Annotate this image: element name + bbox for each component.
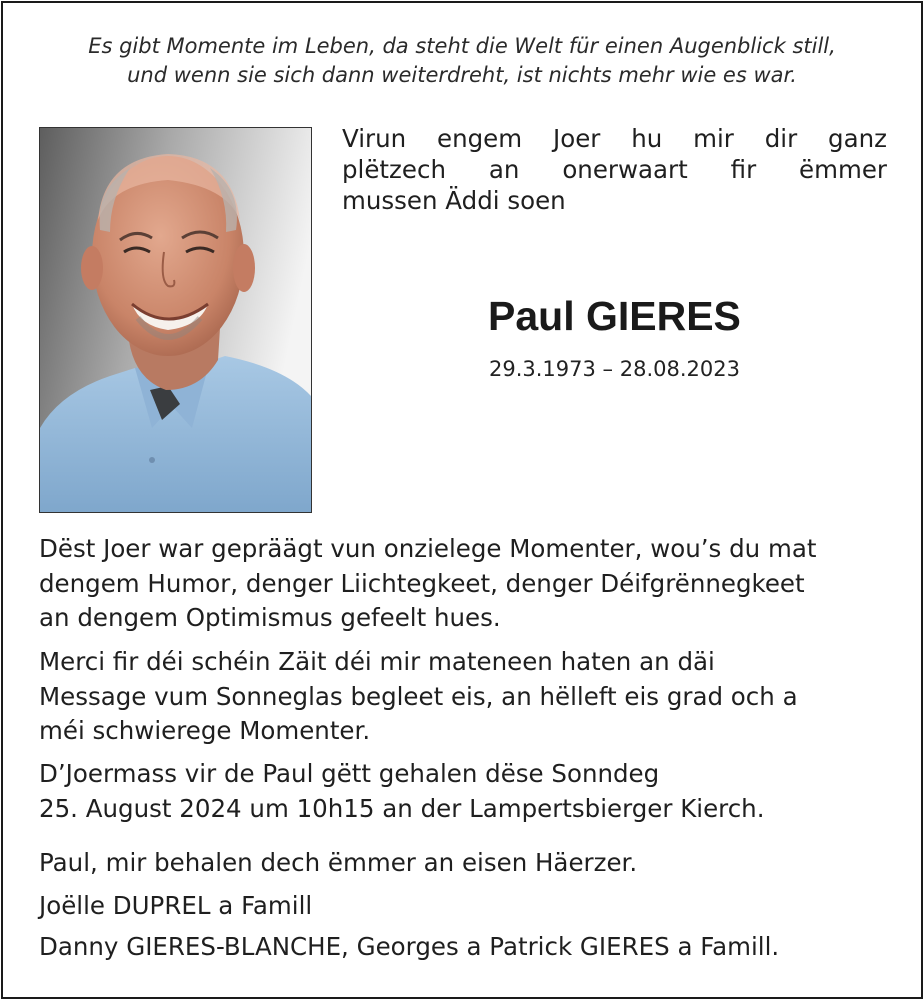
paragraph-line: D’Joermass vir de Paul gëtt gehalen dëse Sonndeg [39,759,660,788]
paragraph-memorial-mass [39,757,899,826]
signature-family-duprel: Joëlle DUPREL a Famill [39,891,313,920]
paragraph-line: Merci fir déi schéin Zäit déi mir mateneen haten an däi [39,647,715,676]
life-dates: 29.3.1973 – 28.08.2023 [489,357,740,381]
intro-line: plëtzech an onerwaart fir ëmmer [342,155,887,184]
intro-text [342,123,887,216]
portrait-photo [39,127,312,513]
deceased-name: Paul GIERES [488,293,741,339]
paragraph-thanks [39,645,899,749]
intro-line: mussen Äddi soen [342,186,566,215]
signature-family-gieres: Danny GIERES-BLANCHE, Georges a Patrick GIERES a Famill. [39,932,780,961]
paragraph-line: Dëst Joer war gepräägt vun onzielege Momenter, wou’s du mat [39,534,817,563]
portrait-illustration [40,128,311,512]
paragraph-line: méi schwierege Momenter. [39,716,371,745]
intro-line: Virun engem Joer hu mir dir ganz [342,124,887,153]
paragraph-line: Message vum Sonneglas begleet eis, an hëlleft eis grad och a [39,681,798,711]
paragraph-line: 25. August 2024 um 10h15 an der Lampertsbierger Kierch. [39,793,765,823]
quote-line: und wenn sie sich dann weiterdreht, ist nichts mehr wie es war. [127,63,797,87]
closing-line: Paul, mir behalen dech ëmmer an eisen Häerzer. [39,848,638,877]
paragraph-line: an dengem Optimismus gefeelt hues. [39,603,501,632]
opening-quote [0,32,924,90]
quote-line: Es gibt Momente im Leben, da steht die Welt für einen Augenblick still, [88,34,836,58]
paragraph-line: dengem Humor, denger Liichtegkeet, denger Déifgrënnegkeet [39,568,805,598]
paragraph-memories [39,532,899,636]
